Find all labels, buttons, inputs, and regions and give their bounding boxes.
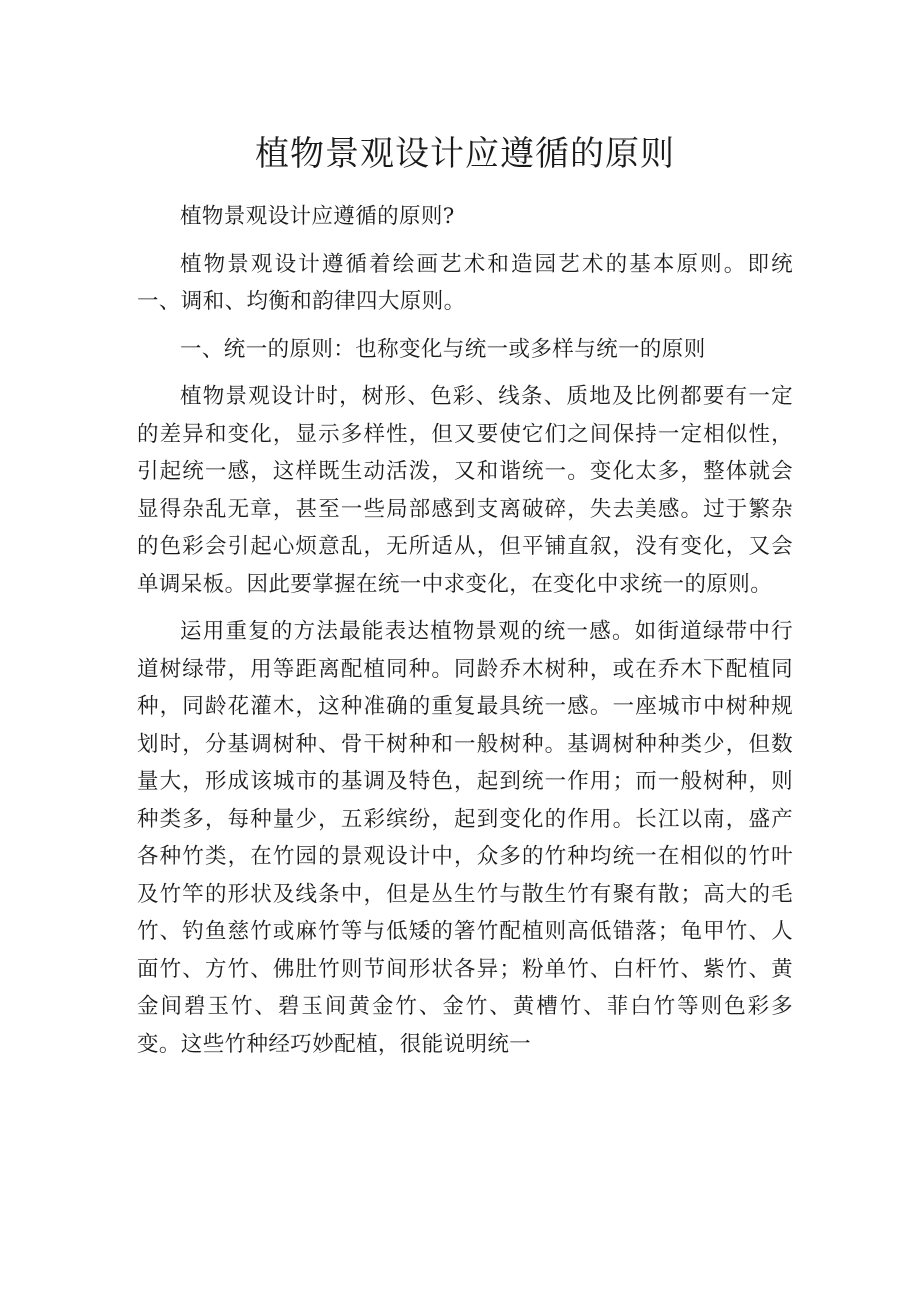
document-page <box>137 128 793 1073</box>
paragraph-section-heading: 一、统一的原则：也称变化与统一或多样与统一的原则 <box>180 336 706 362</box>
document-title: 植物景观设计应遵循的原则 <box>255 134 675 174</box>
paragraph-intro: 植物景观设计遵循着绘画艺术和造园艺术的基本原则。即统一、调和、均衡和韵律四大原则。 <box>137 251 793 314</box>
paragraph-repetition: 运用重复的方法最能表达植物景观的统一感。如街道绿带中行道树绿带，用等距离配植同种。同龄乔木树种，或在乔木下配植同种，同龄花灌木，这种准确的重复最具统一感。一座城市中树种规划时，分基调树种、骨干树种和一般树种。基调树种种类少，但数量大，形成该城市的基调及特色，起到统一作用；而一般树种，则种类多，每种量少，五彩缤纷，起到变化的作用。长江以南，盛产各种竹类，在竹园的景观设计中，众多的竹种均统一在相似的竹叶及竹竿的形状及线条中，但是丛生竹与散生竹有聚有散；高大的毛竹、钓鱼慈竹或麻竹等与低矮的箸竹配植则高低错落；龟甲竹、人面竹、方竹、佛肚竹则节间形状各异；粉单竹、白杆竹、紫竹、黄金间碧玉竹、碧玉间黄金竹、金竹、黄槽竹、菲白竹等则色彩多变。这些竹种经巧妙配植，很能说明统一 <box>137 619 793 1057</box>
paragraph-question: 植物景观设计应遵循的原则? <box>180 204 455 229</box>
paragraph-variation-unity: 植物景观设计时，树形、色彩、线条、质地及比例都要有一定的差异和变化，显示多样性，但又要使它们之间保持一定相似性，引起统一感，这样既生动活泼，又和谐统一。变化太多，整体就会显得杂乱无章，甚至一些局部感到支离破碎，失去美感。过于繁杂的色彩会引起心烦意乱，无所适从，但平铺直叙，没有变化，又会单调呆板。因此要掌握在统一中求变化，在变化中求统一的原则。 <box>137 384 793 597</box>
